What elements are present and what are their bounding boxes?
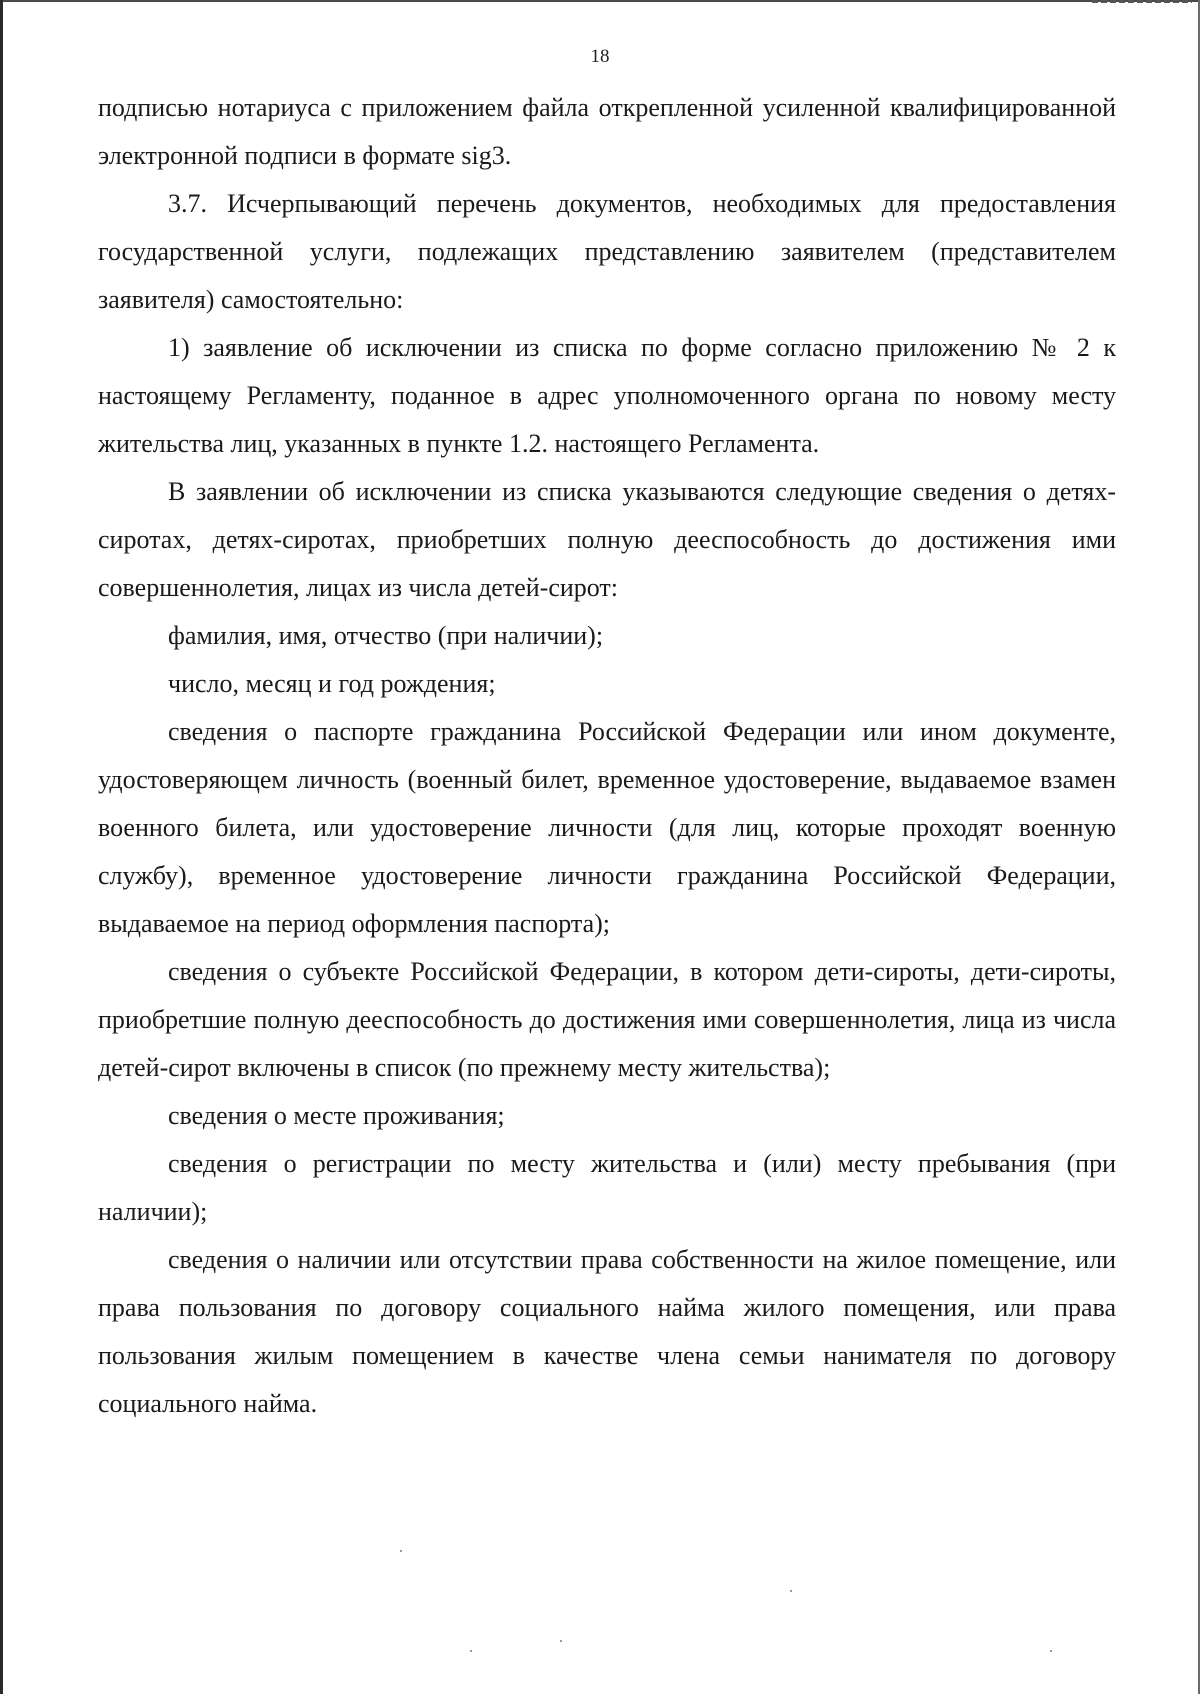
list-item-full-name: фамилия, имя, отчество (при наличии); <box>168 621 604 650</box>
paragraph-continuation: подписью нотариуса с приложением файла открепленной усиленной квалифицированной электронной подписи в формате sig3. <box>98 93 1116 170</box>
paragraph-application-details: В заявлении об исключении из списка указываются следующие сведения о детях-сиротах, детях-сиротах, приобретших полную дееспособность до достижения ими совершеннолетия, лицах из числа детей-сирот: <box>98 477 1116 602</box>
list-item-residence: сведения о месте проживания; <box>168 1101 505 1130</box>
list-item-region: сведения о субъекте Российской Федерации, в котором дети-сироты, дети-сироты, приобретшие полную дееспособность до достижения ими совершеннолетия, лица из числа детей-сирот включены в список (по прежнему месту жительства); <box>98 957 1116 1082</box>
scan-speck <box>790 1590 792 1592</box>
scan-corner-mark <box>1092 0 1192 3</box>
page-number: 18 <box>590 46 610 67</box>
scan-speck <box>560 1640 562 1642</box>
list-item-property-rights: сведения о наличии или отсутствии права собственности на жилое помещение, или права пользования по договору социального найма жилого помещения, или права пользования жилым помещением в качестве члена семьи нанимателя по договору социального найма. <box>98 1245 1116 1418</box>
list-item-birth-date: число, месяц и год рождения; <box>168 669 496 698</box>
scan-top-edge <box>0 0 1200 2</box>
paragraph-section-3-7: 3.7. Исчерпывающий перечень документов, необходимых для предоставления государственной услуги, подлежащих представлению заявителем (представителем заявителя) самостоятельно: <box>98 189 1116 314</box>
scan-left-edge <box>0 0 3 1694</box>
list-item-passport: сведения о паспорте гражданина Российской Федерации или ином документе, удостоверяющем личность (военный билет, временное удостоверение, выдаваемое взамен военного билета, или удостоверение личности (для лиц, которые проходят военную службу), временное удостоверение личности гражданина Российской Федерации, выдаваемое на период оформления паспорта); <box>98 717 1116 938</box>
list-item-registration: сведения о регистрации по месту жительства и (или) месту пребывания (при наличии); <box>98 1149 1116 1226</box>
paragraph-item-1: 1) заявление об исключении из списка по форме согласно приложению № 2 к настоящему Регламенту, поданное в адрес уполномоченного органа по новому месту жительства лиц, указанных в пункте 1.2. настоящего Регламента. <box>98 333 1116 458</box>
scan-speck <box>1050 1650 1052 1652</box>
scan-speck <box>470 1650 472 1652</box>
document-body <box>98 84 1116 1428</box>
scan-speck <box>400 1550 402 1552</box>
